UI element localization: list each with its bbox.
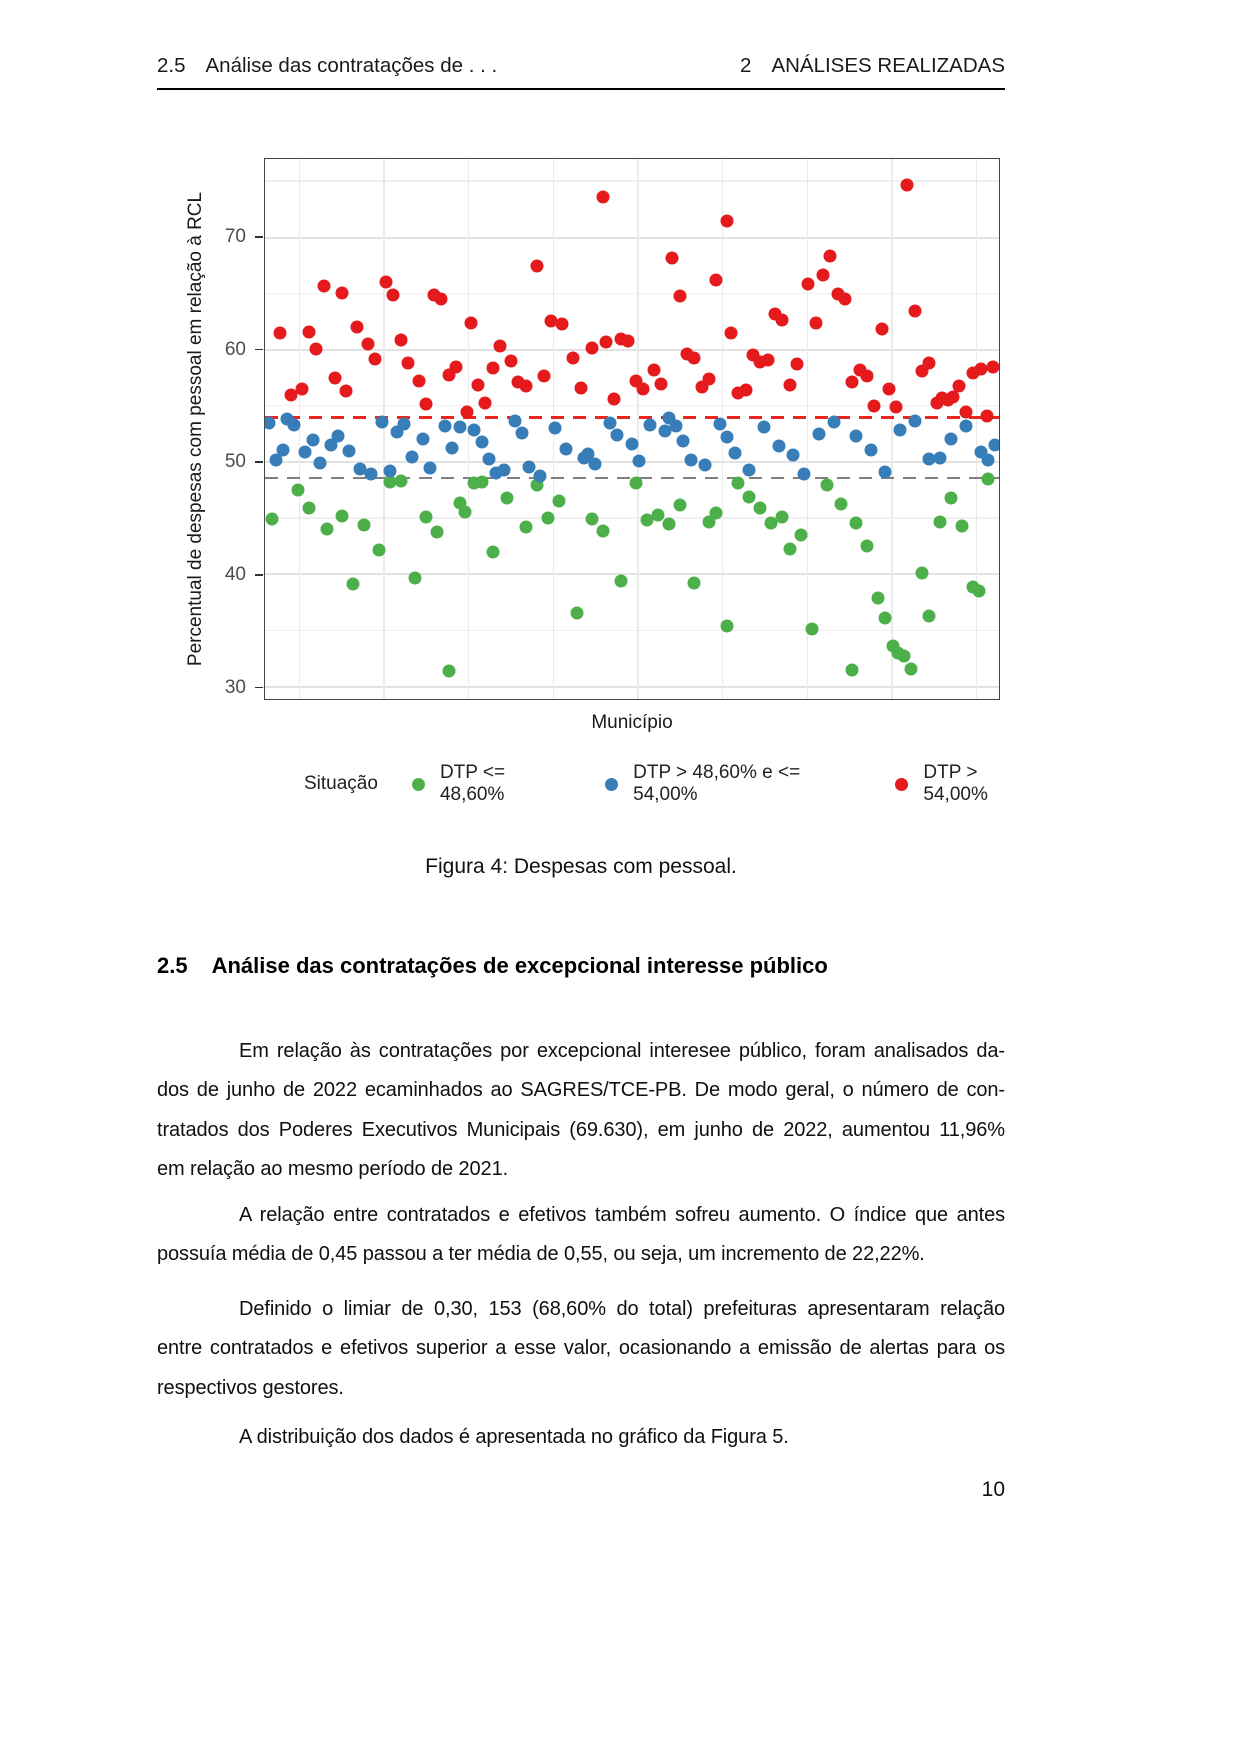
data-point xyxy=(508,414,521,427)
data-point xyxy=(809,316,822,329)
data-point xyxy=(317,279,330,292)
data-point xyxy=(934,515,947,528)
x-axis-title: Município xyxy=(591,712,673,733)
data-point xyxy=(974,362,987,375)
gridline-major xyxy=(265,573,999,575)
paragraph-line: Definido o limiar de 0,30, 153 (68,60% do total) prefeituras apresentaram relação xyxy=(239,1298,1005,1320)
data-point xyxy=(394,333,407,346)
data-point xyxy=(264,416,275,429)
data-point xyxy=(893,423,906,436)
data-point xyxy=(945,492,958,505)
data-point xyxy=(292,484,305,497)
data-point xyxy=(420,511,433,524)
data-point xyxy=(871,591,884,604)
data-point xyxy=(339,385,352,398)
data-point xyxy=(394,475,407,488)
data-point xyxy=(277,443,290,456)
data-point xyxy=(596,191,609,204)
data-point xyxy=(504,355,517,368)
plot-panel xyxy=(264,158,1000,700)
header-left-title: Análise das contratações de . . . xyxy=(205,54,498,77)
data-point xyxy=(435,293,448,306)
data-point xyxy=(365,468,378,481)
paragraph xyxy=(157,1290,1005,1410)
paragraph-line: A distribuição dos dados é apresentada no gráfico da Figura 5. xyxy=(239,1426,789,1448)
data-point xyxy=(402,357,415,370)
data-point xyxy=(945,432,958,445)
paragraph-line: possuía média de 0,45 passou a ter média de 0,55, ou seja, um incremento de 22,22%. xyxy=(157,1243,925,1266)
legend-item xyxy=(895,762,1040,806)
data-point xyxy=(541,512,554,525)
data-point xyxy=(626,438,639,451)
data-point xyxy=(849,430,862,443)
data-point xyxy=(684,453,697,466)
data-point xyxy=(827,415,840,428)
data-point xyxy=(721,214,734,227)
data-point xyxy=(376,415,389,428)
data-point xyxy=(879,466,892,479)
data-point xyxy=(303,325,316,338)
data-point xyxy=(629,477,642,490)
y-axis xyxy=(150,158,264,700)
data-point xyxy=(519,521,532,534)
data-point xyxy=(864,443,877,456)
y-axis-title: Percentual de despesas com pessoal em relação à RCL xyxy=(185,191,206,667)
data-point xyxy=(416,432,429,445)
paragraph-line: respectivos gestores. xyxy=(157,1376,344,1399)
legend-item xyxy=(412,762,567,806)
data-point xyxy=(761,353,774,366)
gridline-minor xyxy=(265,630,999,632)
data-point xyxy=(666,251,679,264)
data-point xyxy=(710,506,723,519)
data-point xyxy=(882,383,895,396)
data-point xyxy=(923,357,936,370)
data-point xyxy=(670,420,683,433)
data-point xyxy=(688,351,701,364)
y-tick-label: 30 xyxy=(224,676,246,698)
gridline-vertical xyxy=(383,159,385,699)
y-tick-mark xyxy=(255,236,263,238)
y-tick-label: 50 xyxy=(224,451,246,473)
section-title: Análise das contratações de excepcional interesse público xyxy=(211,953,828,978)
data-point xyxy=(471,378,484,391)
data-point xyxy=(879,612,892,625)
data-point xyxy=(714,417,727,430)
data-point xyxy=(783,542,796,555)
data-point xyxy=(981,453,994,466)
data-point xyxy=(486,361,499,374)
legend xyxy=(304,762,1040,806)
data-point xyxy=(611,429,624,442)
data-point xyxy=(266,513,279,526)
page-header xyxy=(157,54,1005,78)
data-point xyxy=(556,318,569,331)
data-point xyxy=(409,571,422,584)
data-point xyxy=(431,525,444,538)
data-point xyxy=(585,513,598,526)
data-point xyxy=(787,449,800,462)
data-point xyxy=(816,268,829,281)
data-point xyxy=(904,662,917,675)
figure-4-chart xyxy=(150,140,1030,805)
data-point xyxy=(303,502,316,515)
data-point xyxy=(446,441,459,454)
y-tick-mark xyxy=(255,574,263,576)
data-point xyxy=(981,472,994,485)
data-point xyxy=(758,421,771,434)
data-point xyxy=(405,450,418,463)
data-point xyxy=(548,422,561,435)
data-point xyxy=(846,376,859,389)
gridline-major xyxy=(265,349,999,351)
data-point xyxy=(458,505,471,518)
data-point xyxy=(559,442,572,455)
data-point xyxy=(358,518,371,531)
data-point xyxy=(299,446,312,459)
data-point xyxy=(537,369,550,382)
gridline-vertical xyxy=(637,159,639,699)
data-point xyxy=(868,399,881,412)
data-point xyxy=(350,321,363,334)
data-point xyxy=(908,304,921,317)
data-point xyxy=(897,650,910,663)
data-point xyxy=(515,426,528,439)
data-point xyxy=(989,439,1000,452)
data-point xyxy=(574,382,587,395)
data-point xyxy=(875,322,888,335)
data-point xyxy=(442,664,455,677)
data-point xyxy=(980,410,993,423)
gridline-major xyxy=(265,686,999,688)
data-point xyxy=(835,497,848,510)
data-point xyxy=(328,371,341,384)
data-point xyxy=(952,379,965,392)
data-point xyxy=(482,452,495,465)
data-point xyxy=(493,340,506,353)
data-point xyxy=(860,369,873,382)
legend-item-label: DTP <= 48,60% xyxy=(439,762,506,805)
data-point xyxy=(743,490,756,503)
legend-title: Situação xyxy=(304,773,378,794)
data-point xyxy=(633,454,646,467)
header-right-title: ANÁLISES REALIZADAS xyxy=(771,54,1005,77)
data-point xyxy=(369,352,382,365)
data-point xyxy=(776,511,789,524)
data-point xyxy=(460,405,473,418)
paragraph xyxy=(157,1196,1005,1276)
data-point xyxy=(947,391,960,404)
data-point xyxy=(824,249,837,262)
header-right-number: 2 xyxy=(740,54,752,77)
header-rule xyxy=(157,88,1005,90)
data-point xyxy=(530,259,543,272)
data-point xyxy=(754,502,767,515)
data-point xyxy=(673,289,686,302)
data-point xyxy=(732,477,745,490)
legend-item xyxy=(605,762,857,806)
data-point xyxy=(475,435,488,448)
data-point xyxy=(420,397,433,410)
data-point xyxy=(710,274,723,287)
paragraph xyxy=(157,1418,1005,1458)
data-point xyxy=(310,342,323,355)
header-left-number: 2.5 xyxy=(157,54,186,77)
gridline-minor xyxy=(265,517,999,519)
data-point xyxy=(306,433,319,446)
legend-dot-icon xyxy=(412,778,425,791)
data-point xyxy=(813,428,826,441)
data-point xyxy=(662,517,675,530)
data-point xyxy=(501,492,514,505)
data-point xyxy=(424,461,437,474)
y-tick-mark xyxy=(255,687,263,689)
data-point xyxy=(321,523,334,536)
gridline-vertical xyxy=(976,159,978,699)
data-point xyxy=(497,463,510,476)
data-point xyxy=(802,277,815,290)
data-point xyxy=(585,341,598,354)
data-point xyxy=(772,440,785,453)
paragraph-line: A relação entre contratados e efetivos também sofreu aumento. O índice que antes xyxy=(239,1204,1005,1226)
data-point xyxy=(413,375,426,388)
paragraph-line: entre contratados e efetivos superior a esse valor, ocasionando a emissão de alertas para os xyxy=(157,1337,1005,1360)
data-point xyxy=(383,465,396,478)
data-point xyxy=(453,421,466,434)
data-point xyxy=(860,540,873,553)
data-point xyxy=(387,288,400,301)
data-point xyxy=(673,498,686,511)
data-point xyxy=(923,609,936,622)
data-point xyxy=(637,383,650,396)
data-point xyxy=(805,623,818,636)
data-point xyxy=(475,476,488,489)
y-tick-label: 40 xyxy=(224,563,246,585)
data-point xyxy=(607,393,620,406)
reference-line-54 xyxy=(265,416,999,419)
data-point xyxy=(849,516,862,529)
data-point xyxy=(987,360,1000,373)
figure-caption: Figura 4: Despesas com pessoal. xyxy=(425,855,737,878)
data-point xyxy=(783,378,796,391)
data-point xyxy=(699,459,712,472)
legend-item-label: DTP > 54,00% xyxy=(923,762,988,805)
gridline-vertical xyxy=(807,159,809,699)
data-point xyxy=(728,447,741,460)
data-point xyxy=(644,419,657,432)
legend-item-label: DTP > 48,60% e <= 54,00% xyxy=(633,762,801,805)
data-point xyxy=(380,276,393,289)
data-point xyxy=(332,430,345,443)
gridline-minor xyxy=(265,180,999,182)
data-point xyxy=(648,364,661,377)
paragraph-line: tratados dos Poderes Executivos Municipais (69.630), em junho de 2022, aumentou 11,96% xyxy=(157,1118,1005,1141)
data-point xyxy=(959,420,972,433)
data-point xyxy=(820,478,833,491)
data-point xyxy=(721,620,734,633)
data-point xyxy=(622,334,635,347)
data-point xyxy=(743,463,756,476)
data-point xyxy=(890,401,903,414)
data-point xyxy=(956,520,969,533)
data-point xyxy=(567,351,580,364)
data-point xyxy=(295,383,308,396)
data-point xyxy=(794,529,807,542)
data-point xyxy=(776,313,789,326)
data-point xyxy=(372,543,385,556)
data-point xyxy=(314,457,327,470)
y-tick-mark xyxy=(255,349,263,351)
data-point xyxy=(655,377,668,390)
data-point xyxy=(343,444,356,457)
paragraph-line: em relação ao mesmo período de 2021. xyxy=(157,1157,509,1180)
gridline-major xyxy=(265,237,999,239)
legend-dot-icon xyxy=(895,778,908,791)
data-point xyxy=(347,578,360,591)
paragraph xyxy=(157,1032,1005,1192)
paragraph-line: Em relação às contratações por excepcional interesee público, foram analisados da- xyxy=(239,1040,1005,1062)
data-point xyxy=(677,434,690,447)
data-point xyxy=(479,396,492,409)
data-point xyxy=(596,524,609,537)
data-point xyxy=(464,316,477,329)
header-left xyxy=(157,54,497,78)
data-point xyxy=(398,417,411,430)
data-point xyxy=(838,293,851,306)
data-point xyxy=(959,405,972,418)
data-point xyxy=(273,327,286,340)
page-number: 10 xyxy=(981,1478,1005,1501)
legend-dot-icon xyxy=(605,778,618,791)
data-point xyxy=(703,373,716,386)
data-point xyxy=(725,327,738,340)
y-tick-mark xyxy=(255,461,263,463)
data-point xyxy=(908,414,921,427)
header-right xyxy=(740,54,1005,78)
data-point xyxy=(600,335,613,348)
data-point xyxy=(288,419,301,432)
data-point xyxy=(846,663,859,676)
data-point xyxy=(589,458,602,471)
data-point xyxy=(973,585,986,598)
data-point xyxy=(468,423,481,436)
section-heading xyxy=(157,953,1057,979)
data-point xyxy=(901,178,914,191)
data-point xyxy=(486,545,499,558)
data-point xyxy=(614,575,627,588)
data-point xyxy=(688,577,701,590)
data-point xyxy=(449,360,462,373)
data-point xyxy=(915,567,928,580)
paragraph-line: dos de junho de 2022 ecaminhados ao SAGRES/TCE-PB. De modo geral, o número de con- xyxy=(157,1079,1005,1102)
y-tick-label: 60 xyxy=(224,338,246,360)
data-point xyxy=(721,431,734,444)
data-point xyxy=(361,338,374,351)
gridline-minor xyxy=(265,293,999,295)
data-point xyxy=(534,469,547,482)
section-number: 2.5 xyxy=(157,953,188,978)
data-point xyxy=(603,416,616,429)
data-point xyxy=(438,420,451,433)
data-point xyxy=(519,379,532,392)
data-point xyxy=(934,451,947,464)
data-point xyxy=(739,384,752,397)
data-point xyxy=(570,606,583,619)
data-point xyxy=(336,510,349,523)
data-point xyxy=(552,495,565,508)
y-tick-label: 70 xyxy=(224,225,246,247)
data-point xyxy=(336,286,349,299)
data-point xyxy=(791,358,804,371)
data-point xyxy=(798,468,811,481)
